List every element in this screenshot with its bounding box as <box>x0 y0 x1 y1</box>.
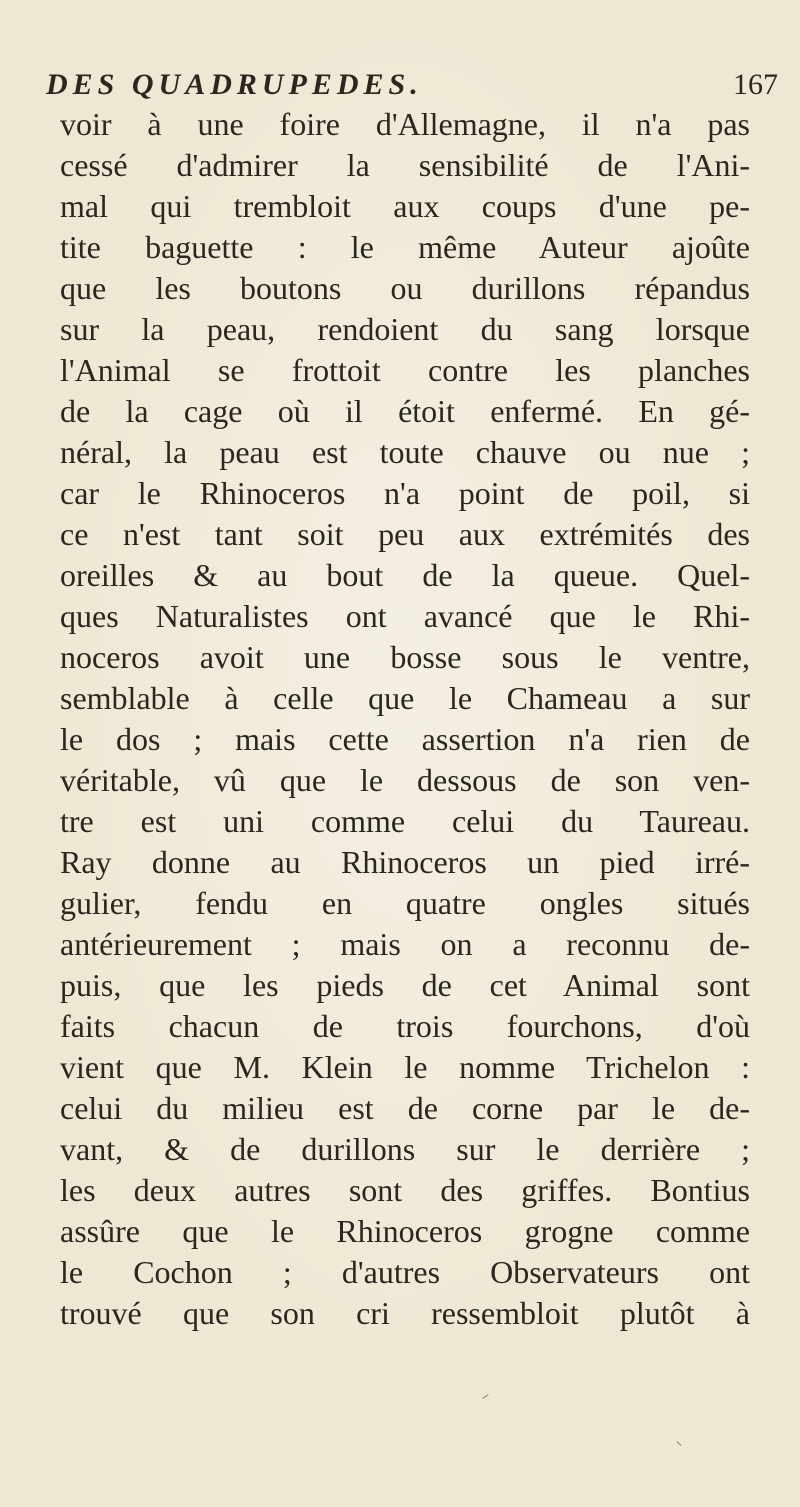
text-line: ques Naturalistes ont avancé que le Rhi- <box>60 598 750 634</box>
text-line: le dos ; mais cette assertion n'a rien de <box>60 721 750 757</box>
text-line: tite baguette : le même Auteur ajoûte <box>60 229 750 265</box>
text-line: puis, que les pieds de cet Animal sont <box>60 967 750 1003</box>
text-line: gulier, fendu en quatre ongles situés <box>60 885 750 921</box>
text-line: néral, la peau est toute chauve ou nue ; <box>60 434 750 470</box>
text-line: voir à une foire d'Allemagne, il n'a pas <box>60 106 750 142</box>
page-header <box>0 68 800 108</box>
text-line: antérieurement ; mais on a reconnu de- <box>60 926 750 962</box>
text-line: sur la peau, rendoient du sang lorsque <box>60 311 750 347</box>
body-text <box>60 104 750 1334</box>
text-line: vient que M. Klein le nomme Trichelon : <box>60 1049 750 1085</box>
text-line: véritable, vû que le dessous de son ven- <box>60 762 750 798</box>
text-line: semblable à celle que le Chameau a sur <box>60 680 750 716</box>
paper-fleck <box>482 1394 488 1399</box>
text-line: les deux autres sont des griffes. Bontius <box>60 1172 750 1208</box>
text-line: assûre que le Rhinoceros grogne comme <box>60 1213 750 1249</box>
text-line: Ray donne au Rhinoceros un pied irré- <box>60 844 750 880</box>
text-line: tre est uni comme celui du Taureau. <box>60 803 750 839</box>
text-line: noceros avoit une bosse sous le ventre, <box>60 639 750 675</box>
page-number: 167 <box>733 68 778 101</box>
text-line: que les boutons ou durillons répandus <box>60 270 750 306</box>
text-line: ce n'est tant soit peu aux extrémités des <box>60 516 750 552</box>
text-line: le Cochon ; d'autres Observateurs ont <box>60 1254 750 1290</box>
text-line: celui du milieu est de corne par le de- <box>60 1090 750 1126</box>
text-line: l'Animal se frottoit contre les planches <box>60 352 750 388</box>
text-line: de la cage où il étoit enfermé. En gé- <box>60 393 750 429</box>
text-line: faits chacun de trois fourchons, d'où <box>60 1008 750 1044</box>
text-line: mal qui trembloit aux coups d'une pe- <box>60 188 750 224</box>
text-line: vant, & de durillons sur le derrière ; <box>60 1131 750 1167</box>
running-title: DES QUADRUPEDES. <box>46 68 423 101</box>
text-line: oreilles & au bout de la queue. Quel- <box>60 557 750 593</box>
paper-fleck <box>677 1441 682 1446</box>
text-line: cessé d'admirer la sensibilité de l'Ani- <box>60 147 750 183</box>
text-line: car le Rhinoceros n'a point de poil, si <box>60 475 750 511</box>
text-line: trouvé que son cri ressembloit plutôt à <box>60 1295 750 1331</box>
